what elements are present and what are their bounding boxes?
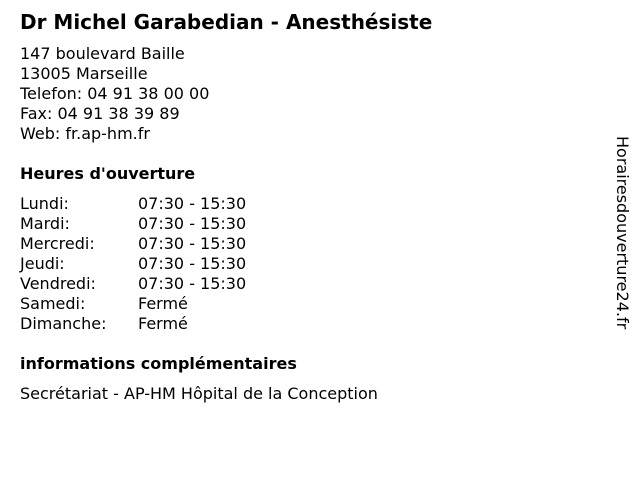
time-value: 07:30 - 15:30 <box>138 274 247 293</box>
hours-row-wednesday <box>20 234 320 254</box>
hours-row-saturday <box>20 294 320 314</box>
time-value: Fermé <box>138 294 188 313</box>
time-value: 07:30 - 15:30 <box>138 254 247 273</box>
page-title: Dr Michel Garabedian - Anesthésiste <box>20 10 433 34</box>
phone-number: Telefon: 04 91 38 00 00 <box>20 84 210 103</box>
info-text: Secrétariat - AP-HM Hôpital de la Conception <box>20 384 378 403</box>
info-heading: informations complémentaires <box>20 354 297 373</box>
hours-row-sunday <box>20 314 320 334</box>
day-label: Lundi: <box>20 194 69 213</box>
hours-row-monday <box>20 194 320 214</box>
website: Web: fr.ap-hm.fr <box>20 124 150 143</box>
address-city: 13005 Marseille <box>20 64 148 83</box>
site-watermark: Horairesdouverture24.fr <box>613 136 632 330</box>
hours-heading: Heures d'ouverture <box>20 164 196 183</box>
time-value: Fermé <box>138 314 188 333</box>
contact-block <box>20 44 209 144</box>
day-label: Mercredi: <box>20 234 95 253</box>
day-label: Mardi: <box>20 214 70 233</box>
time-value: 07:30 - 15:30 <box>138 234 247 253</box>
time-value: 07:30 - 15:30 <box>138 194 247 213</box>
day-label: Vendredi: <box>20 274 96 293</box>
hours-row-thursday <box>20 254 320 274</box>
hours-row-tuesday <box>20 214 320 234</box>
hours-row-friday <box>20 274 320 294</box>
day-label: Dimanche: <box>20 314 107 333</box>
address-street: 147 boulevard Baille <box>20 44 185 63</box>
fax-number: Fax: 04 91 38 39 89 <box>20 104 180 123</box>
day-label: Samedi: <box>20 294 86 313</box>
day-label: Jeudi: <box>20 254 65 273</box>
opening-hours-table <box>20 194 320 334</box>
time-value: 07:30 - 15:30 <box>138 214 247 233</box>
